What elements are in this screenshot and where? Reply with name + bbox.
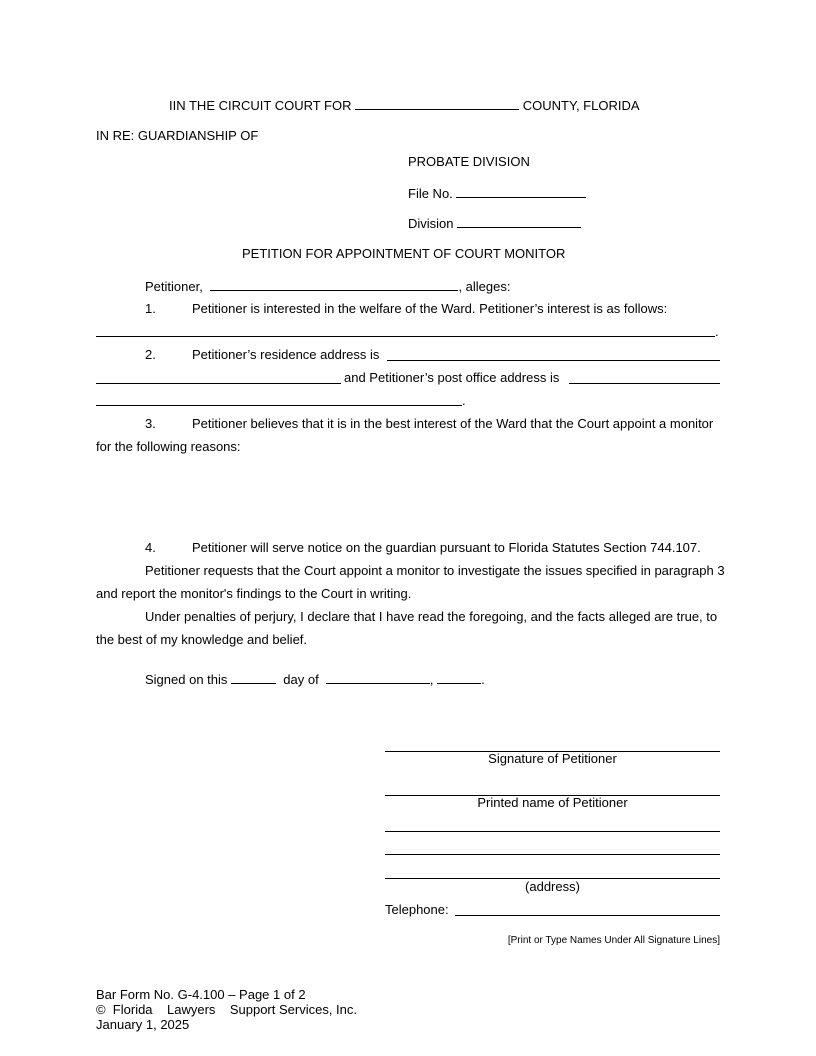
division-blank[interactable]: [457, 215, 581, 228]
petitioner-name-blank[interactable]: [210, 278, 458, 291]
address-label: (address): [525, 879, 580, 894]
item-2-number: 2.: [145, 347, 156, 362]
item-1-period: .: [715, 324, 719, 339]
court-suffix: COUNTY, FLORIDA: [522, 98, 640, 113]
file-no-row: [408, 185, 586, 202]
signed-on-row: Signed on this day of , .: [145, 672, 485, 687]
request-line-1: Petitioner requests that the Court appoint a monitor to investigate the issues specified in paragraph 3: [145, 563, 725, 578]
footer-date: January 1, 2025: [96, 1017, 190, 1032]
item-4-number: 4.: [145, 540, 156, 555]
footer-form-no: Bar Form No. G-4.100 – Page 1 of 2: [96, 987, 306, 1002]
file-no-label: File No.: [408, 186, 453, 201]
signature-label: Signature of Petitioner: [488, 751, 617, 766]
item-1-interest-blank[interactable]: [96, 336, 715, 337]
court-prefix: IIN THE CIRCUIT COURT FOR: [169, 98, 352, 113]
telephone-blank[interactable]: [455, 915, 720, 916]
document-title: PETITION FOR APPOINTMENT OF COURT MONITOR: [242, 246, 566, 261]
residence-address-blank-2[interactable]: [96, 383, 341, 384]
item-3-number: 3.: [145, 416, 156, 431]
item-2-text: Petitioner’s residence address is: [192, 347, 380, 362]
signed-month-blank[interactable]: [326, 671, 430, 684]
item-2-continuation: and Petitioner’s post office address is: [344, 370, 560, 385]
item-1-number: 1.: [145, 301, 156, 316]
item-1-text: Petitioner is interested in the welfare of the Ward. Petitioner’s interest is as follows:: [192, 301, 668, 316]
signed-year-blank[interactable]: [437, 671, 481, 684]
court-heading: [169, 97, 640, 114]
post-office-address-blank-2[interactable]: [96, 405, 462, 406]
post-office-address-blank-1[interactable]: [569, 383, 720, 384]
item-2-period: .: [462, 393, 466, 408]
county-blank[interactable]: [355, 97, 519, 110]
perjury-line-2: the best of my knowledge and belief.: [96, 632, 308, 647]
signature-note: [Print or Type Names Under All Signature Lines]: [507, 935, 720, 946]
division-row: [408, 215, 581, 232]
residence-address-blank-1[interactable]: [387, 360, 720, 361]
probate-division-label: PROBATE DIVISION: [408, 154, 530, 169]
petitioner-row: [145, 278, 511, 295]
perjury-line-1: Under penalties of perjury, I declare that I have read the foregoing, and the facts alleged are true, to: [145, 609, 718, 624]
signed-day-of-label: day of: [283, 672, 319, 687]
in-re-label: IN RE: GUARDIANSHIP OF: [96, 128, 259, 143]
telephone-label: Telephone:: [385, 902, 449, 917]
address-line-1[interactable]: [385, 831, 720, 832]
address-line-2[interactable]: [385, 854, 720, 855]
signed-day-blank[interactable]: [231, 671, 276, 684]
petitioner-label: Petitioner,: [145, 279, 203, 294]
item-3-text: Petitioner believes that it is in the best interest of the Ward that the Court appoint a monitor: [192, 416, 714, 431]
footer-copyright: © Florida Lawyers Support Services, Inc.: [96, 1002, 358, 1017]
item-4-text: Petitioner will serve notice on the guardian pursuant to Florida Statutes Section 744.107.: [192, 540, 701, 555]
petitioner-suffix: , alleges:: [458, 279, 511, 294]
file-no-blank[interactable]: [456, 185, 586, 198]
signed-on-prefix: Signed on this: [145, 672, 228, 687]
division-label: Division: [408, 216, 454, 231]
item-3-continuation: for the following reasons:: [96, 439, 241, 454]
request-line-2: and report the monitor's findings to the Court in writing.: [96, 586, 412, 601]
printed-name-label: Printed name of Petitioner: [477, 795, 628, 810]
